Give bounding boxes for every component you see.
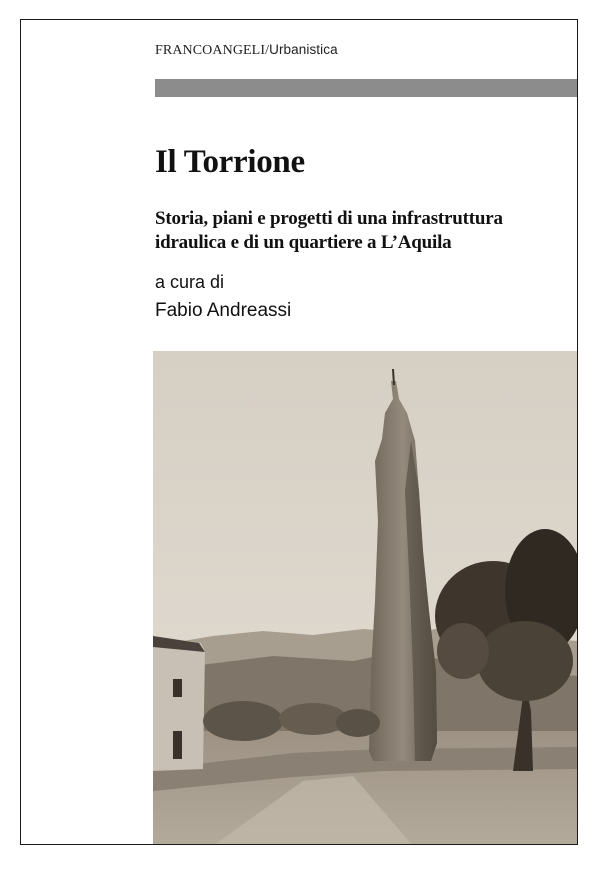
series-name: Urbanistica: [269, 42, 338, 57]
curator-name: Fabio Andreassi: [155, 300, 292, 321]
cover-photo: [153, 351, 578, 845]
book-cover: [20, 19, 578, 845]
series-header: [155, 42, 338, 59]
curator-label: a cura di: [155, 272, 225, 292]
publisher-name: FRANCOANGELI/: [155, 43, 270, 58]
photo-building: [153, 636, 205, 771]
book-title: Il Torrione: [155, 144, 305, 180]
photo-tower-rod: [393, 369, 394, 385]
subtitle-line-1: Storia, piani e progetti di una infrastruttura: [155, 208, 503, 229]
subtitle-line-2: idraulica e di un quartiere a L’Aquila: [155, 232, 452, 253]
book-subtitle: [155, 207, 575, 255]
header-bar: [155, 79, 578, 97]
